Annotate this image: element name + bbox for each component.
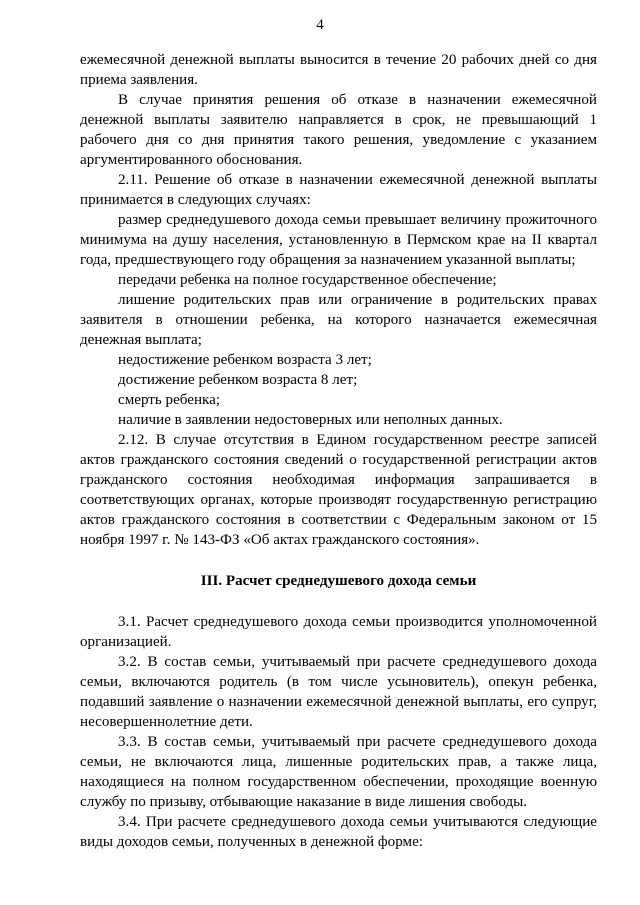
paragraph: наличие в заявлении недостоверных или неполных данных. <box>118 412 503 428</box>
paragraph: 2.11. Решение об отказе в назначении ежемесячной денежной выплаты принимается в следующих случаях: <box>80 172 597 208</box>
section-heading: III. Расчет среднедушевого дохода семьи <box>200 573 477 589</box>
paragraph: недостижение ребенком возраста 3 лет; <box>118 352 372 368</box>
page-number: 4 <box>316 17 324 33</box>
paragraph: лишение родительских прав или ограничение в родительских правах заявителя в отношении ребенка, на которого назначается ежемесячная денежная выплата; <box>80 292 597 348</box>
paragraph: достижение ребенком возраста 8 лет; <box>118 372 358 388</box>
paragraph: В случае принятия решения об отказе в назначении ежемесячной денежной выплаты заявителю направляется в срок, не превышающий 1 рабочего дня со дня принятия такого решения, уведомление с указанием аргументированного обоснования. <box>80 92 597 168</box>
paragraph: размер среднедушевого дохода семьи превышает величину прожиточного минимума на душу населения, установленную в Пермском крае на II квартал года, предшествующего году обращения за назначением указанной выплаты; <box>80 212 597 268</box>
paragraph: смерть ребенка; <box>118 392 221 408</box>
paragraphs-before-heading <box>80 50 597 550</box>
document-body <box>80 50 597 852</box>
paragraph: 3.1. Расчет среднедушевого дохода семьи производится уполномоченной организацией. <box>80 614 597 650</box>
paragraph: 3.4. При расчете среднедушевого дохода семьи учитываются следующие виды доходов семьи, полученных в денежной форме: <box>80 814 597 850</box>
paragraph: 3.2. В состав семьи, учитываемый при расчете среднедушевого дохода семьи, включаются родитель (в том числе усыновитель), опекун ребенка, подавший заявление о назначении ежемесячной денежной выплаты, его супруг, несовершеннолетние дети. <box>80 654 597 730</box>
paragraphs-after-heading <box>80 612 597 852</box>
paragraph: ежемесячной денежной выплаты выносится в течение 20 рабочих дней со дня приема заявления. <box>80 52 597 88</box>
paragraph: 2.12. В случае отсутствия в Едином государственном реестре записей актов гражданского состояния сведений о государственной регистрации актов гражданского состояния необходимая информация запрашивается в соответствующих органах, которые производят государственную регистрацию актов гражданского состояния в соответствии с Федеральным законом от 15 ноября 1997 г. № 143-ФЗ «Об актах гражданского состояния». <box>80 432 597 548</box>
paragraph: 3.3. В состав семьи, учитываемый при расчете среднедушевого дохода семьи, не включаются лица, лишенные родительских прав, а также лица, находящиеся на полном государственном обеспечении, проходящие военную службу по призыву, отбывающие наказание в виде лишения свободы. <box>80 734 597 810</box>
paragraph: передачи ребенка на полное государственное обеспечение; <box>118 272 497 288</box>
